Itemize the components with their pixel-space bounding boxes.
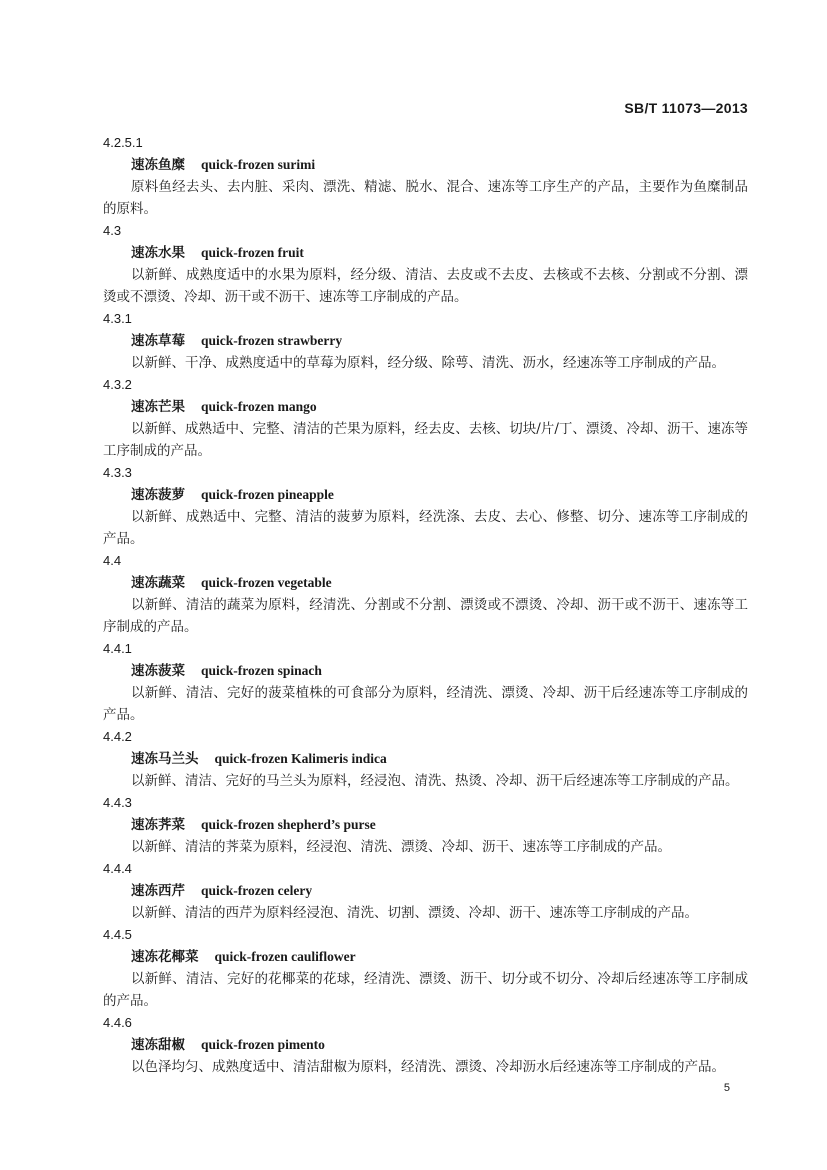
definition: 以新鲜、干净、成熟度适中的草莓为原料，经分级、除萼、清洗、沥水，经速冻等工序制成的产品。 xyxy=(131,355,725,371)
term xyxy=(103,880,748,902)
term-zh: 速冻甜椒 xyxy=(131,1037,185,1053)
entry-4-3 xyxy=(103,220,748,308)
term-zh: 速冻草莓 xyxy=(131,333,185,349)
definition: 以新鲜、清洁的荠菜为原料，经浸泡、清洗、漂烫、冷却、沥干、速冻等工序制成的产品。 xyxy=(131,839,671,855)
entry-4-4-2 xyxy=(103,726,748,792)
term xyxy=(103,154,748,176)
term-en: quick-frozen spinach xyxy=(201,663,322,678)
clause-number: 4.3 xyxy=(103,223,122,238)
definition: 以新鲜、清洁的西芹为原料经浸泡、清洗、切割、漂烫、冷却、沥干、速冻等工序制成的产品。 xyxy=(131,905,698,921)
term-en: quick-frozen vegetable xyxy=(201,575,332,590)
clause-number: 4.4.1 xyxy=(103,641,132,656)
term-en: quick-frozen strawberry xyxy=(201,333,343,348)
term-en: quick-frozen Kalimeris indica xyxy=(214,751,387,766)
term-en: quick-frozen pimento xyxy=(201,1037,325,1052)
term-zh: 速冻鱼糜 xyxy=(131,157,185,173)
clause-number: 4.3.3 xyxy=(103,465,132,480)
entry-4-3-3 xyxy=(103,462,748,550)
entry-4-4-3 xyxy=(103,792,748,858)
definition: 以新鲜、清洁、完好的花椰菜的花球，经清洗、漂烫、沥干、切分或不切分、冷却后经速冻等工序制成的产品。 xyxy=(103,971,748,1009)
term-zh: 速冻水果 xyxy=(131,245,185,261)
term xyxy=(103,748,748,770)
term xyxy=(103,242,748,264)
term xyxy=(103,572,748,594)
definition: 以新鲜、成熟适中、完整、清洁的菠萝为原料，经洗涤、去皮、去心、修整、切分、速冻等工序制成的产品。 xyxy=(103,509,748,547)
term-en: quick-frozen celery xyxy=(201,883,313,898)
term-zh: 速冻芒果 xyxy=(131,399,185,415)
clause-number: 4.4.4 xyxy=(103,861,132,876)
term-zh: 速冻蔬菜 xyxy=(131,575,185,591)
clause-number: 4.3.1 xyxy=(103,311,132,326)
term xyxy=(103,814,748,836)
definition: 以新鲜、成熟适中、完整、清洁的芒果为原料，经去皮、去核、切块/片/丁、漂烫、冷却、沥干、速冻等工序制成的产品。 xyxy=(103,421,748,459)
clause-number: 4.4.5 xyxy=(103,927,132,942)
term-zh: 速冻花椰菜 xyxy=(131,949,199,965)
term-zh: 速冻菠萝 xyxy=(131,487,185,503)
entry-4-4-4 xyxy=(103,858,748,924)
clause-number: 4.4.3 xyxy=(103,795,132,810)
clause-number: 4.4.2 xyxy=(103,729,132,744)
term xyxy=(103,1034,748,1056)
term-en: quick-frozen fruit xyxy=(201,245,304,260)
entry-4-4-6 xyxy=(103,1012,748,1078)
term-en: quick-frozen mango xyxy=(201,399,317,414)
term xyxy=(103,484,748,506)
term xyxy=(103,396,748,418)
definition: 以色泽均匀、成熟度适中、清洁甜椒为原料，经清洗、漂烫、冷却沥水后经速冻等工序制成的产品。 xyxy=(131,1059,725,1075)
term xyxy=(103,946,748,968)
definition: 原料鱼经去头、去内脏、采肉、漂洗、精滤、脱水、混合、速冻等工序生产的产品，主要作为鱼糜制品的原料。 xyxy=(103,179,748,217)
entry-4-4-1 xyxy=(103,638,748,726)
clause-number: 4.2.5.1 xyxy=(103,135,143,150)
entry-4-4 xyxy=(103,550,748,638)
term-en: quick-frozen cauliflower xyxy=(214,949,356,964)
clause-number: 4.3.2 xyxy=(103,377,132,392)
clause-number: 4.4 xyxy=(103,553,122,568)
term-en: quick-frozen surimi xyxy=(201,157,316,172)
term-zh: 速冻马兰头 xyxy=(131,751,199,767)
entry-4-3-1 xyxy=(103,308,748,374)
page-number: 5 xyxy=(723,1082,730,1094)
term-zh: 速冻西芹 xyxy=(131,883,185,899)
entry-4-4-5 xyxy=(103,924,748,1012)
entry-4-3-2 xyxy=(103,374,748,462)
term-zh: 速冻菠菜 xyxy=(131,663,185,679)
term xyxy=(103,330,748,352)
document-body xyxy=(103,132,748,1078)
standard-code: SB/T 11073—2013 xyxy=(624,100,748,116)
term-zh: 速冻荠菜 xyxy=(131,817,185,833)
definition: 以新鲜、清洁、完好的菠菜植株的可食部分为原料，经清洗、漂烫、冷却、沥干后经速冻等工序制成的产品。 xyxy=(103,685,748,723)
term-en: quick-frozen pineapple xyxy=(201,487,334,502)
entry-4-2-5-1 xyxy=(103,132,748,220)
definition: 以新鲜、成熟度适中的水果为原料，经分级、清洁、去皮或不去皮、去核或不去核、分割或不分割、漂烫或不漂烫、冷却、沥干或不沥干、速冻等工序制成的产品。 xyxy=(103,267,748,305)
clause-number: 4.4.6 xyxy=(103,1015,132,1030)
term xyxy=(103,660,748,682)
term-en: quick-frozen shepherd’s purse xyxy=(201,817,376,832)
definition: 以新鲜、清洁、完好的马兰头为原料，经浸泡、清洗、热烫、冷却、沥干后经速冻等工序制成的产品。 xyxy=(131,773,739,789)
definition: 以新鲜、清洁的蔬菜为原料，经清洗、分割或不分割、漂烫或不漂烫、冷却、沥干或不沥干、速冻等工序制成的产品。 xyxy=(103,597,748,635)
